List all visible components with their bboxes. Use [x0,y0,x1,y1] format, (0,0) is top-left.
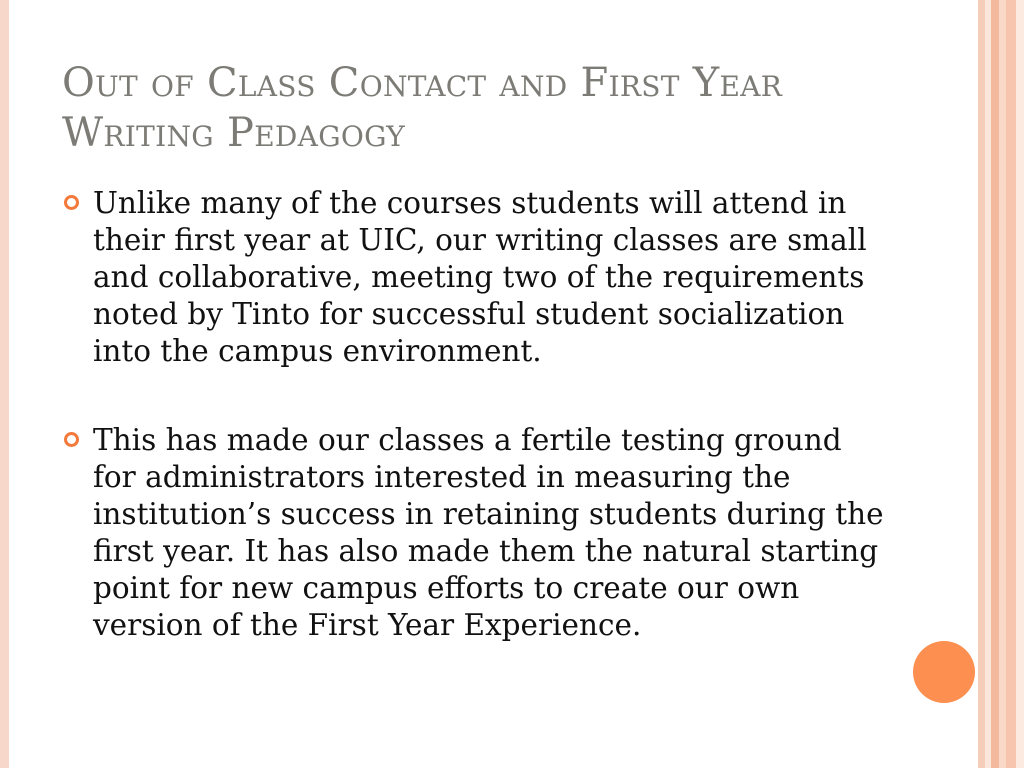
bullet-ring-icon [64,195,79,210]
right-stripe [991,0,999,768]
slide-title: Out of Class Contact and First Year Writing Pedagogy [62,60,783,156]
decorative-circle [913,641,975,703]
right-stripe [978,0,985,768]
bullet-text: Unlike many of the courses students will attend in their first year at UIC, our writing classes are small and collaborative, meeting two of the requirements noted by Tinto for successful student socialization into the campus environment. [93,186,867,368]
bullet-item [62,185,892,370]
bullet-text: This has made our classes a fertile testing ground for administrators interested in measuring the institution’s success in retaining students during the first year. It has also made them the natural starting point for new campus efforts to create our own version of the First Year Experience. [93,423,884,642]
left-border [0,0,9,768]
right-stripe [1016,0,1024,768]
right-stripe [1006,0,1016,768]
bullet-item [62,422,892,644]
bullet-ring-icon [64,432,79,447]
bullet-list [62,185,892,644]
right-stripe [999,0,1006,768]
